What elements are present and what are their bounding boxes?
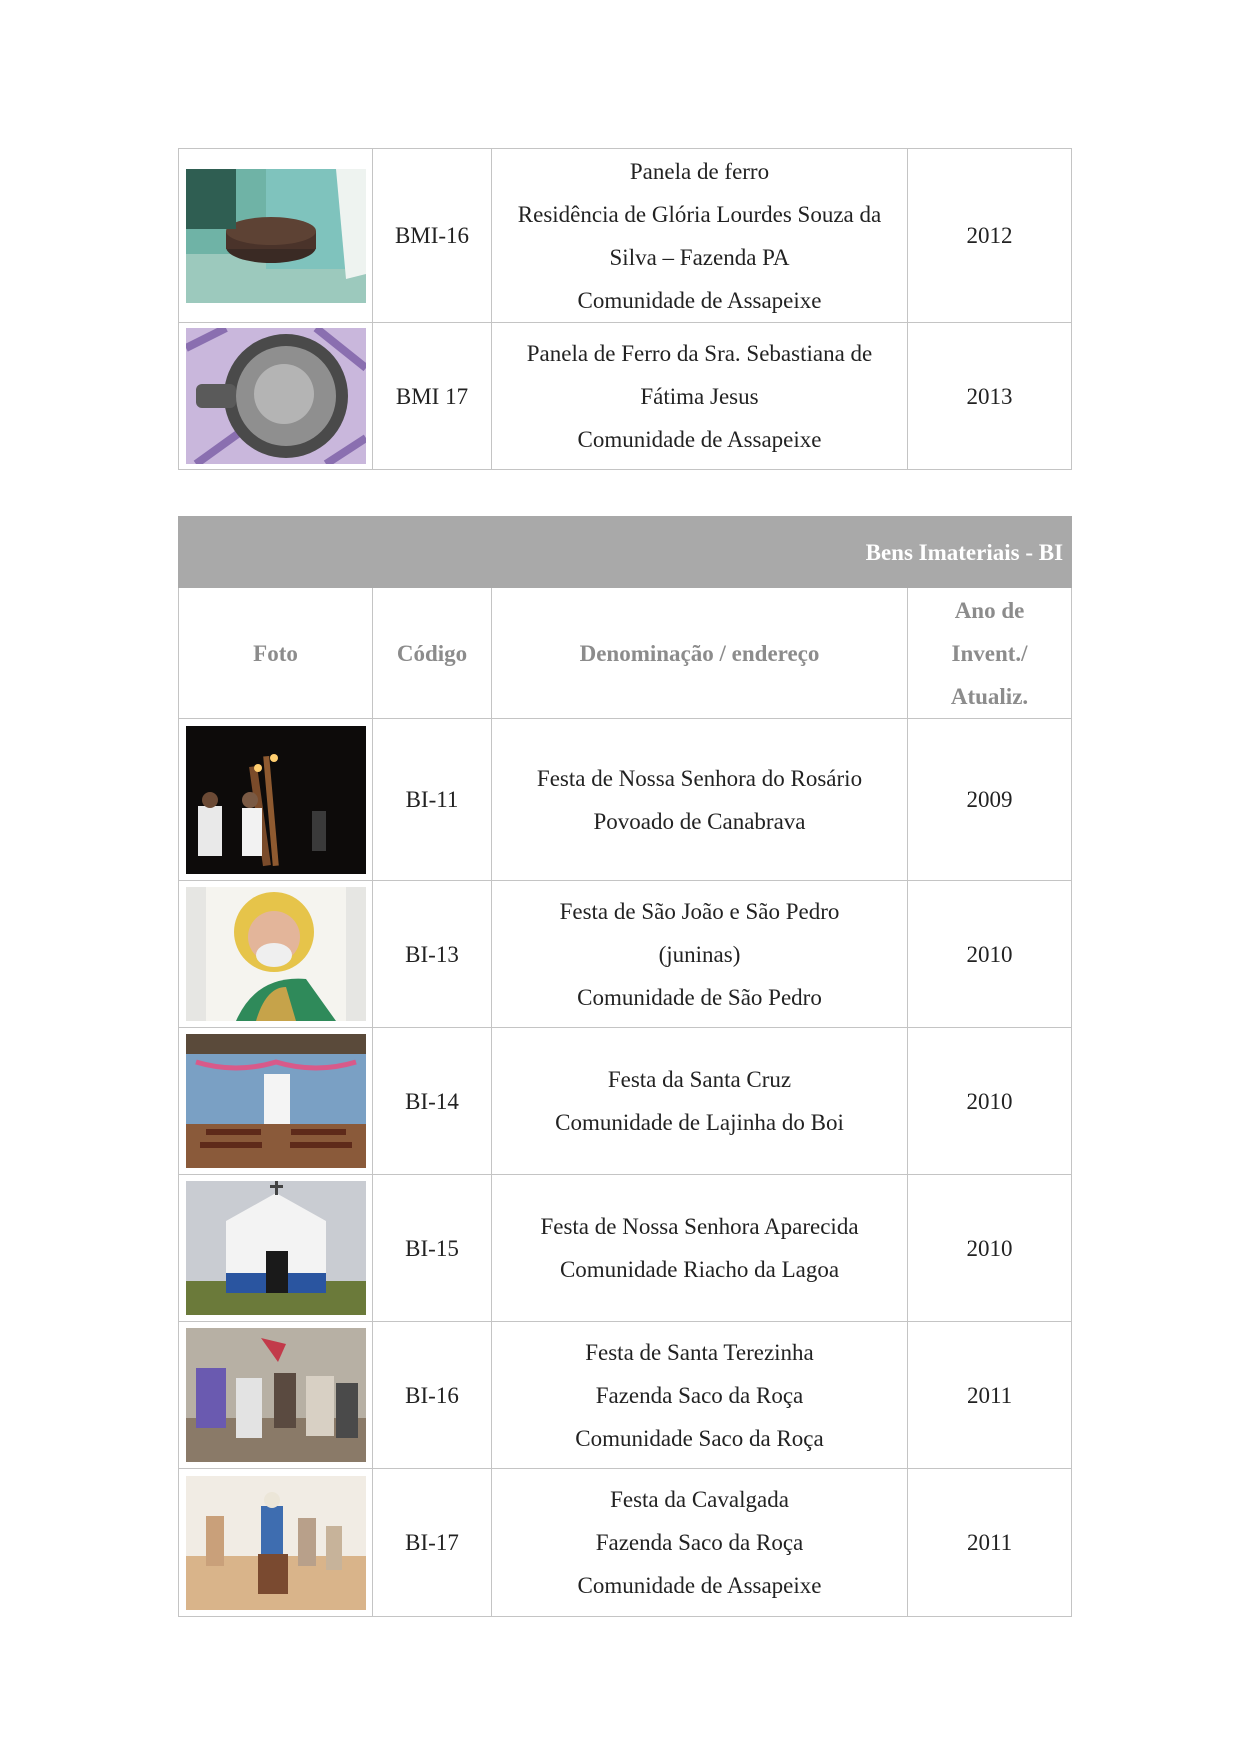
year-cell: 2013 xyxy=(908,323,1072,470)
year-cell: 2011 xyxy=(908,1322,1072,1469)
bens-moveis-table xyxy=(178,148,1072,470)
table-row xyxy=(179,1322,1072,1469)
code-cell: BI-16 xyxy=(373,1322,492,1469)
photo-cell xyxy=(179,881,373,1028)
photo-cell xyxy=(179,1175,373,1322)
description-cell: Festa da Cavalgada Fazenda Saco da Roça Comunidade de Assapeixe xyxy=(492,1469,908,1617)
table-row xyxy=(179,1028,1072,1175)
photo-cell xyxy=(179,1028,373,1175)
table-row xyxy=(179,719,1072,881)
description-cell: Panela de Ferro da Sra. Sebastiana de Fátima Jesus Comunidade de Assapeixe xyxy=(492,323,908,470)
year-cell: 2010 xyxy=(908,1028,1072,1175)
night-festival-photo xyxy=(186,726,366,874)
white-chapel-photo xyxy=(186,1181,366,1315)
description-cell: Festa de Nossa Senhora do Rosário Povoado de Canabrava xyxy=(492,719,908,881)
table-row xyxy=(179,1469,1072,1617)
iron-pot-photo xyxy=(186,169,366,303)
photo-cell xyxy=(179,719,373,881)
header-denominacao: Denominação / endereço xyxy=(492,588,908,719)
code-cell: BI-17 xyxy=(373,1469,492,1617)
year-cell: 2010 xyxy=(908,881,1072,1028)
description-cell: Panela de ferro Residência de Glória Lourdes Souza da Silva – Fazenda PA Comunidade de Assapeixe xyxy=(492,149,908,323)
description-cell: Festa de Nossa Senhora Aparecida Comunidade Riacho da Lagoa xyxy=(492,1175,908,1322)
iron-pot-top-photo xyxy=(186,328,366,464)
section-banner xyxy=(179,517,1072,588)
table-row xyxy=(179,323,1072,470)
riders-procession-photo xyxy=(186,1328,366,1462)
chapel-interior-photo xyxy=(186,1034,366,1168)
cavalcade-photo xyxy=(186,1476,366,1610)
code-cell: BI-13 xyxy=(373,881,492,1028)
photo-cell xyxy=(179,1469,373,1617)
table-row xyxy=(179,149,1072,323)
photo-cell xyxy=(179,1322,373,1469)
code-cell: BMI-16 xyxy=(373,149,492,323)
year-cell: 2011 xyxy=(908,1469,1072,1617)
code-cell: BMI 17 xyxy=(373,323,492,470)
year-cell: 2009 xyxy=(908,719,1072,881)
description-cell: Festa de Santa Terezinha Fazenda Saco da Roça Comunidade Saco da Roça xyxy=(492,1322,908,1469)
table-row xyxy=(179,881,1072,1028)
header-ano: Ano de Invent./ Atualiz. xyxy=(908,588,1072,719)
code-cell: BI-15 xyxy=(373,1175,492,1322)
code-cell: BI-11 xyxy=(373,719,492,881)
saint-painting-photo xyxy=(186,887,366,1021)
description-cell: Festa de São João e São Pedro (juninas) Comunidade de São Pedro xyxy=(492,881,908,1028)
year-cell: 2010 xyxy=(908,1175,1072,1322)
header-row xyxy=(179,588,1072,719)
table-row xyxy=(179,1175,1072,1322)
description-cell: Festa da Santa Cruz Comunidade de Lajinha do Boi xyxy=(492,1028,908,1175)
bens-imateriais-table xyxy=(178,516,1072,1617)
section-title: Bens Imateriais - BI xyxy=(179,517,1072,588)
code-cell: BI-14 xyxy=(373,1028,492,1175)
header-codigo: Código xyxy=(373,588,492,719)
header-foto: Foto xyxy=(179,588,373,719)
photo-cell xyxy=(179,149,373,323)
photo-cell xyxy=(179,323,373,470)
year-cell: 2012 xyxy=(908,149,1072,323)
